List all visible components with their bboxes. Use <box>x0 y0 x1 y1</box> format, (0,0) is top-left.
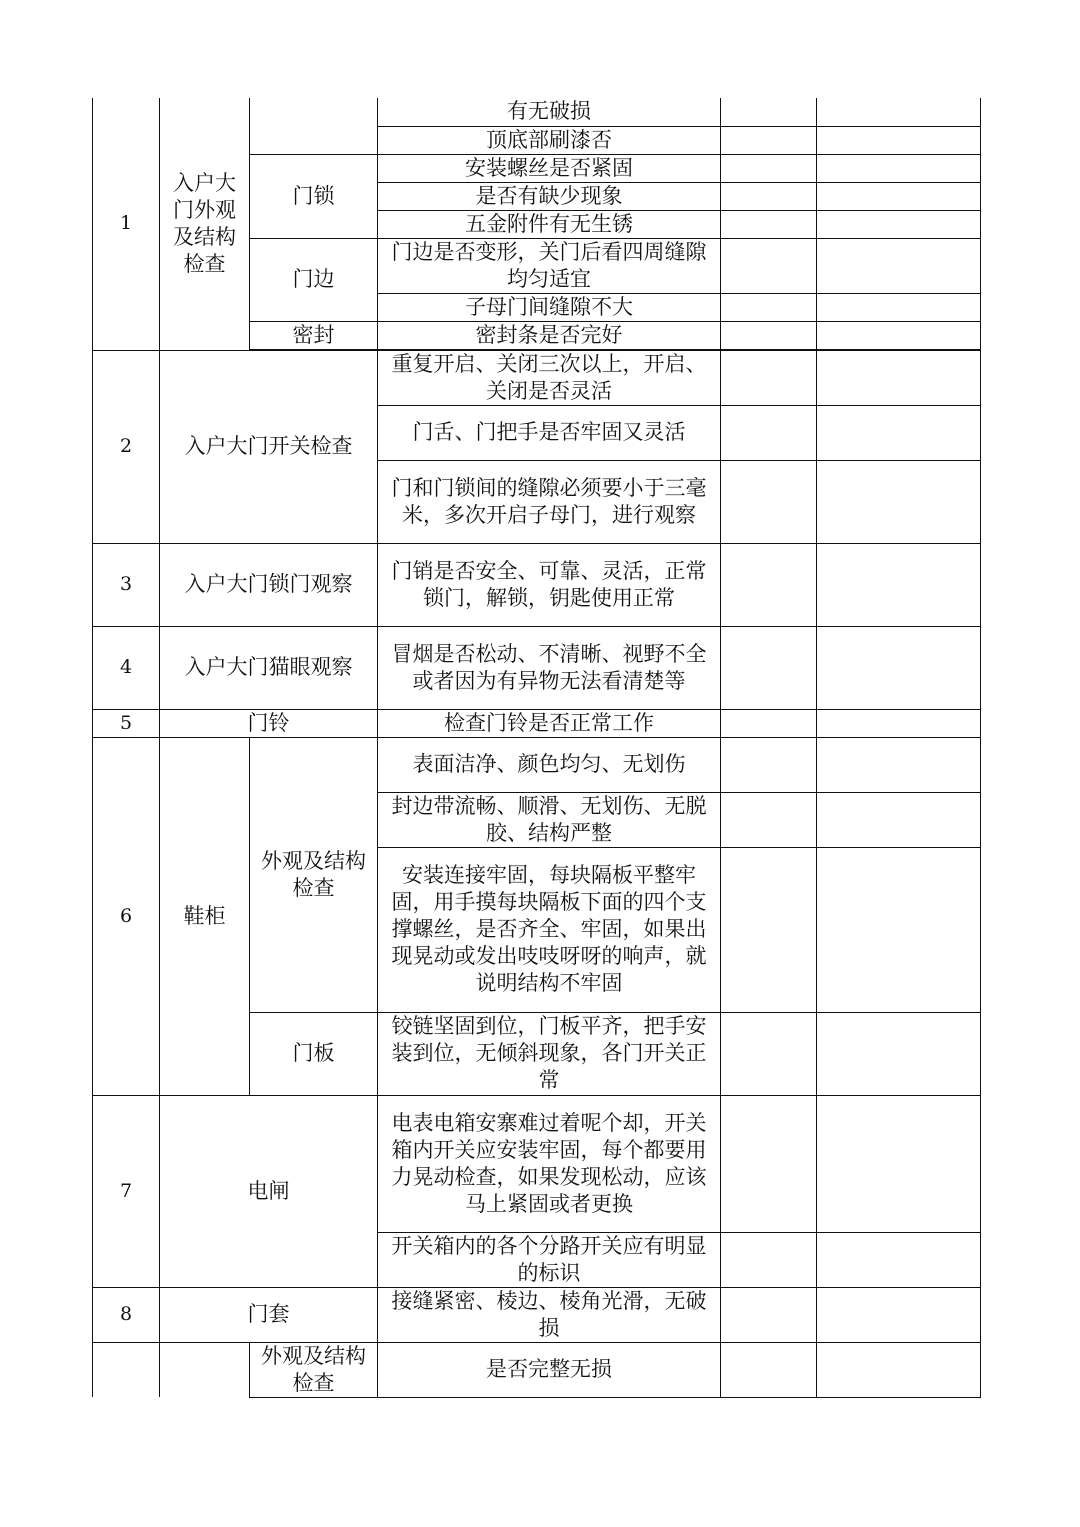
remark-cell <box>817 350 981 405</box>
remark-cell <box>817 543 981 626</box>
result-cell <box>721 126 817 154</box>
item-name: 入户大门外观及结构检查 <box>160 98 250 350</box>
result-cell <box>721 792 817 847</box>
remark-cell <box>817 847 981 1012</box>
remark-cell <box>817 626 981 709</box>
sub-item: 门板 <box>250 1012 378 1095</box>
row-number: 6 <box>93 737 160 1095</box>
remark-cell <box>817 154 981 182</box>
item-name: 入户大门猫眼观察 <box>160 626 378 709</box>
result-cell <box>721 321 817 349</box>
item-name: 电闸 <box>160 1095 378 1287</box>
check-content: 开关箱内的各个分路开关应有明显的标识 <box>378 1232 721 1287</box>
remark-cell <box>817 792 981 847</box>
row-number: 3 <box>93 543 160 626</box>
row-number: 5 <box>93 709 160 737</box>
check-content: 密封条是否完好 <box>378 321 721 349</box>
remark-cell <box>817 1095 981 1232</box>
remark-cell <box>817 1287 981 1342</box>
row-number: 8 <box>93 1287 160 1342</box>
remark-cell <box>817 1232 981 1287</box>
check-content: 门舌、门把手是否牢固又灵活 <box>378 405 721 460</box>
remark-cell <box>817 210 981 238</box>
check-content: 接缝紧密、棱边、棱角光滑，无破损 <box>378 1287 721 1342</box>
result-cell <box>721 293 817 321</box>
item-name: 鞋柜 <box>160 737 250 1095</box>
result-cell <box>721 154 817 182</box>
check-content: 门和门锁间的缝隙必须要小于三毫米，多次开启子母门，进行观察 <box>378 460 721 543</box>
remark-cell <box>817 182 981 210</box>
check-content: 是否有缺少现象 <box>378 182 721 210</box>
row-number: 7 <box>93 1095 160 1287</box>
remark-cell <box>817 405 981 460</box>
item-name: 门铃 <box>160 709 378 737</box>
check-content: 门边是否变形，关门后看四周缝隙均匀适宜 <box>378 238 721 293</box>
row-number: 4 <box>93 626 160 709</box>
check-content: 封边带流畅、顺滑、无划伤、无脱胶、结构严整 <box>378 792 721 847</box>
check-content: 安装连接牢固，每块隔板平整牢固，用手摸每块隔板下面的四个支撑螺丝，是否齐全、牢固，如果出现晃动或发出吱吱呀呀的响声，就说明结构不牢固 <box>378 847 721 1012</box>
check-content: 重复开启、关闭三次以上，开启、关闭是否灵活 <box>378 350 721 405</box>
check-content: 冒烟是否松动、不清晰、视野不全或者因为有异物无法看清楚等 <box>378 626 721 709</box>
result-cell <box>721 626 817 709</box>
check-content: 铰链坚固到位，门板平齐，把手安装到位，无倾斜现象，各门开关正常 <box>378 1012 721 1095</box>
check-content: 安装螺丝是否紧固 <box>378 154 721 182</box>
item-name: 入户大门锁门观察 <box>160 543 378 626</box>
remark-cell <box>817 460 981 543</box>
sub-item: 门边 <box>250 238 378 321</box>
result-cell <box>721 737 817 792</box>
remark-cell <box>817 126 981 154</box>
remark-cell <box>817 1342 981 1397</box>
row-number: 1 <box>93 98 160 350</box>
remark-cell <box>817 737 981 792</box>
sub-item: 外观及结构检查 <box>250 737 378 1012</box>
sub-item: 外观及结构检查 <box>250 1342 378 1397</box>
check-content: 表面洁净、颜色均匀、无划伤 <box>378 737 721 792</box>
result-cell <box>721 210 817 238</box>
row-number: 2 <box>93 350 160 543</box>
result-cell <box>721 405 817 460</box>
sub-item-blank <box>250 98 378 154</box>
inspection-table <box>92 98 981 1398</box>
sub-item: 门锁 <box>250 154 378 238</box>
row-number-blank <box>93 1342 160 1397</box>
check-content: 五金附件有无生锈 <box>378 210 721 238</box>
item-name: 入户大门开关检查 <box>160 350 378 543</box>
result-cell <box>721 1342 817 1397</box>
result-cell <box>721 350 817 405</box>
check-content: 电表电箱安寨难过着呢个却，开关箱内开关应安装牢固，每个都要用力晃动检查，如果发现松动，应该马上紧固或者更换 <box>378 1095 721 1232</box>
check-content: 检查门铃是否正常工作 <box>378 709 721 737</box>
check-content: 子母门间缝隙不大 <box>378 293 721 321</box>
check-content: 顶底部刷漆否 <box>378 126 721 154</box>
remark-cell <box>817 709 981 737</box>
item-name: 门套 <box>160 1287 378 1342</box>
sub-item: 密封 <box>250 321 378 349</box>
result-cell <box>721 182 817 210</box>
result-cell <box>721 1095 817 1232</box>
remark-cell <box>817 238 981 293</box>
check-content: 有无破损 <box>378 98 721 126</box>
item-name-blank <box>160 1342 250 1397</box>
result-cell <box>721 1012 817 1095</box>
result-cell <box>721 460 817 543</box>
result-cell <box>721 98 817 126</box>
result-cell <box>721 1232 817 1287</box>
result-cell <box>721 238 817 293</box>
result-cell <box>721 543 817 626</box>
remark-cell <box>817 293 981 321</box>
result-cell <box>721 709 817 737</box>
remark-cell <box>817 321 981 349</box>
remark-cell <box>817 1012 981 1095</box>
remark-cell <box>817 98 981 126</box>
check-content: 门销是否安全、可靠、灵活，正常锁门，解锁，钥匙使用正常 <box>378 543 721 626</box>
result-cell <box>721 1287 817 1342</box>
check-content: 是否完整无损 <box>378 1342 721 1397</box>
result-cell <box>721 847 817 1012</box>
